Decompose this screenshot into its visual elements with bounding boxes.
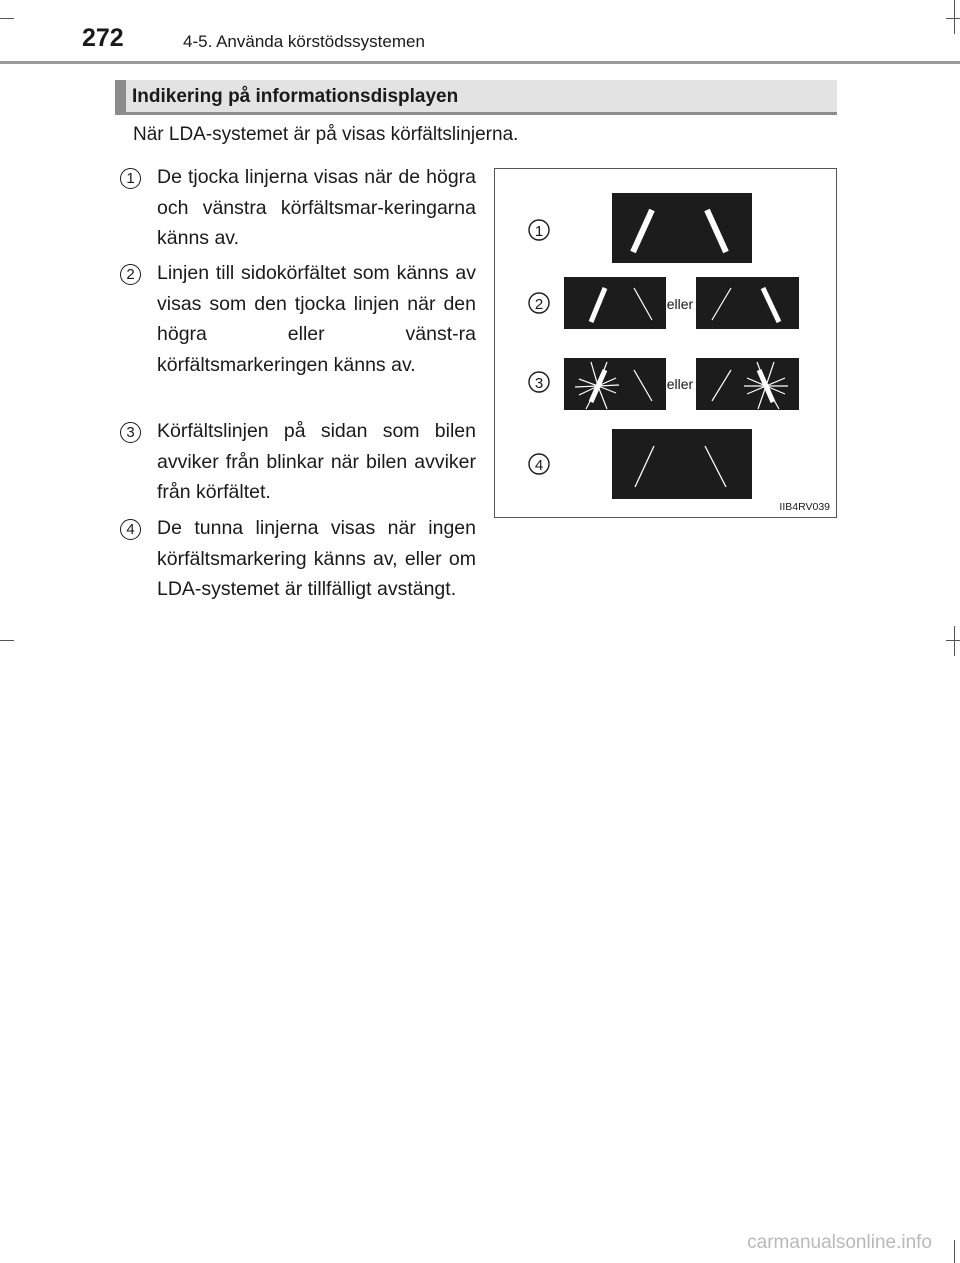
display-screen [696,277,799,329]
item-text: De tjocka linjerna visas när de högra och vänstra körfältsmar-keringarna känns av. [157,166,476,249]
item-text: De tunna linjerna visas när ingen körfältsmarkering känns av, eller om LDA-systemet är tillfälligt avstängt. [157,517,476,600]
figure-code: IIB4RV039 [779,501,830,513]
crop-mark [946,640,960,641]
crop-mark [954,1240,955,1263]
crop-mark [954,0,955,34]
display-screen [696,358,799,410]
item-text: Körfältslinjen på sidan som bilen avviker från blinkar när bilen avviker från körfältet. [157,420,476,503]
list-item-3 [120,416,476,508]
crop-mark [946,18,960,19]
intro-text: När LDA-systemet är på visas körfältslinjerna. [133,124,519,145]
item-number-badge: 3 [120,422,141,443]
figure-label-2: 2 [534,296,544,313]
crop-mark [954,626,955,656]
lane-display-illustration [495,169,838,519]
item-number-badge: 2 [120,264,141,285]
display-screen [612,193,752,263]
display-screen [564,358,666,410]
footer-watermark: carmanualsonline.info [747,1232,932,1253]
display-screen [564,277,666,329]
figure-label-4: 4 [534,457,544,474]
item-number-badge: 4 [120,519,141,540]
section-heading [115,80,837,115]
item-text: Linjen till sidokörfältet som känns av visas som den tjocka linjen när den högra eller vänst-ra körfältsmarkeringen känns av. [157,262,476,376]
or-text: eller [666,376,694,392]
list-item-1 [120,162,476,254]
list-item-4 [120,513,476,605]
crop-mark [0,640,14,641]
or-text: eller [666,296,694,312]
display-screen [612,429,752,499]
list-item-2 [120,258,476,380]
section-heading-text: Indikering på informationsdisplayen [132,86,459,107]
figure-label-3: 3 [534,375,544,392]
header-rule [0,61,960,64]
crop-mark [0,18,14,19]
figure-label-1: 1 [534,223,544,240]
item-number-badge: 1 [120,168,141,189]
page-number: 272 [82,24,124,52]
chapter-title: 4-5. Använda körstödssystemen [183,32,425,51]
lane-display-figure [494,168,837,518]
